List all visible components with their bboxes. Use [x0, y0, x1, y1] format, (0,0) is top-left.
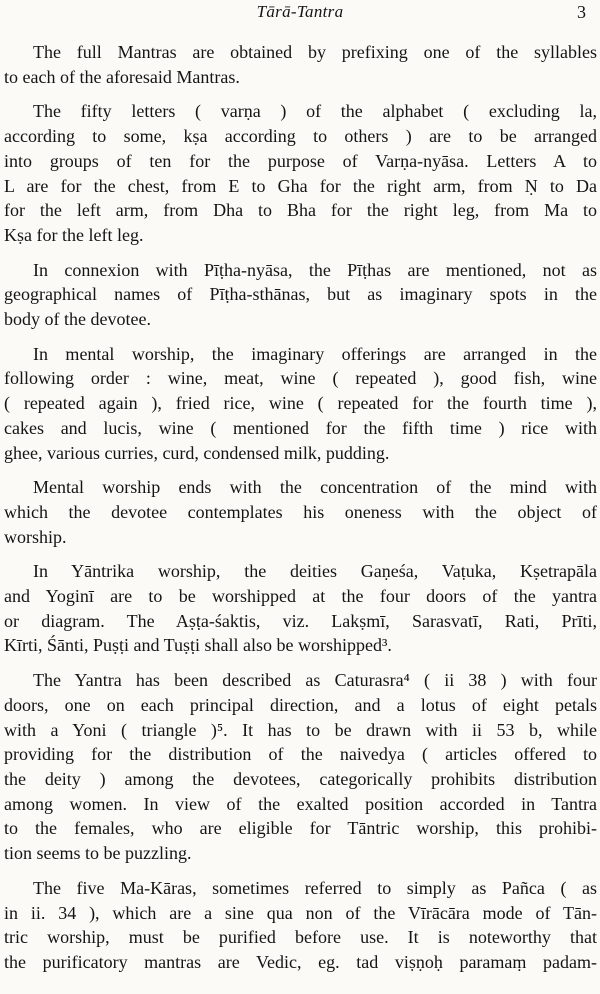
- text-line: The Yantra has been described as Caturasra⁴ ( ii 38 ) with four: [33, 670, 597, 691]
- text-line: providing for the distribution of the naivedya ( articles offered to: [4, 744, 597, 765]
- text-line: The five Ma-Kāras, sometimes referred to simply as Pañca ( as: [33, 877, 597, 898]
- text-line: The fifty letters ( varṇa ) of the alphabet ( excluding la,: [33, 101, 597, 122]
- text-line: the purificatory mantras are Vedic, eg. tad viṣṇoḥ paramaṃ padam-: [4, 951, 597, 972]
- page-header: [0, 2, 600, 22]
- text-line: and Yoginī are to be worshipped at the four doors of the yantra: [4, 586, 597, 607]
- text-line: to each of the aforesaid Mantras.: [4, 66, 240, 87]
- text-line: into groups of ten for the purpose of Varṇa-nyāsa. Letters A to: [4, 150, 597, 171]
- text-line: ghee, various curries, curd, condensed milk, pudding.: [4, 442, 390, 463]
- text-line: doors, one on each principal direction, and a lotus of eight petals: [4, 694, 597, 715]
- text-line: tion seems to be puzzling.: [4, 843, 192, 864]
- text-line: Kṣa for the left leg.: [4, 224, 144, 245]
- text-line: or diagram. The Aṣṭa-śaktis, viz. Lakṣmī, Sarasvatī, Rati, Prīti,: [4, 610, 597, 631]
- text-line: which the devotee contemplates his oneness with the object of: [4, 501, 597, 522]
- paragraph: [4, 559, 597, 658]
- text-line: cakes and lucis, wine ( mentioned for the fifth time ) rice with: [4, 417, 597, 438]
- paragraph: [4, 40, 597, 89]
- text-line: Mental worship ends with the concentration of the mind with: [33, 477, 597, 498]
- text-line: In connexion with Pīṭha-nyāsa, the Pīṭhas are mentioned, not as: [33, 259, 597, 280]
- paragraph: [4, 668, 597, 866]
- text-line: In Yāntrika worship, the deities Gaṇeśa, Vaṭuka, Kṣetrapāla: [33, 561, 597, 582]
- text-line: In mental worship, the imaginary offerings are arranged in the: [33, 343, 597, 364]
- text-line: to the females, who are eligible for Tāntric worship, this prohibi-: [4, 818, 597, 839]
- text-line: according to some, kṣa according to others ) are to be arranged: [4, 126, 597, 147]
- paragraph: [4, 258, 597, 332]
- paragraph: [4, 876, 597, 975]
- text-line: worship.: [4, 526, 67, 547]
- text-line: The full Mantras are obtained by prefixing one of the syllables: [33, 42, 597, 62]
- text-line: for the left arm, from Dha to Bha for the right leg, from Ma to: [4, 200, 597, 221]
- text-line: following order : wine, meat, wine ( repeated ), good fish, wine: [4, 368, 597, 389]
- text-line: among women. In view of the exalted position accorded in Tantra: [4, 793, 597, 814]
- text-line: in ii. 34 ), which are a sine qua non of the Vīrācāra mode of Tān-: [4, 902, 597, 923]
- paragraph: [4, 475, 597, 549]
- text-line: with a Yoni ( triangle )⁵. It has to be drawn with ii 53 b, while: [4, 719, 597, 740]
- text-line: tric worship, must be purified before use. It is noteworthy that: [4, 927, 597, 948]
- text-line: L are for the chest, from E to Gha for the right arm, from Ṇ to Da: [4, 175, 597, 196]
- text-line: Kīrti, Śānti, Puṣṭi and Tuṣṭi shall also be worshipped³.: [4, 635, 392, 656]
- text-line: the deity ) among the devotees, categorically prohibits distribution: [4, 768, 597, 789]
- text-line: ( repeated again ), fried rice, wine ( repeated for the fourth time ),: [4, 393, 597, 414]
- text-line: body of the devotee.: [4, 309, 151, 330]
- running-title: Tārā-Tantra: [256, 2, 344, 21]
- paragraph: [4, 342, 597, 466]
- page-body: [4, 40, 597, 985]
- page-number: 3: [577, 2, 586, 22]
- text-line: geographical names of Pīṭha-sthānas, but as imaginary spots in the: [4, 284, 597, 305]
- paragraph: [4, 99, 597, 247]
